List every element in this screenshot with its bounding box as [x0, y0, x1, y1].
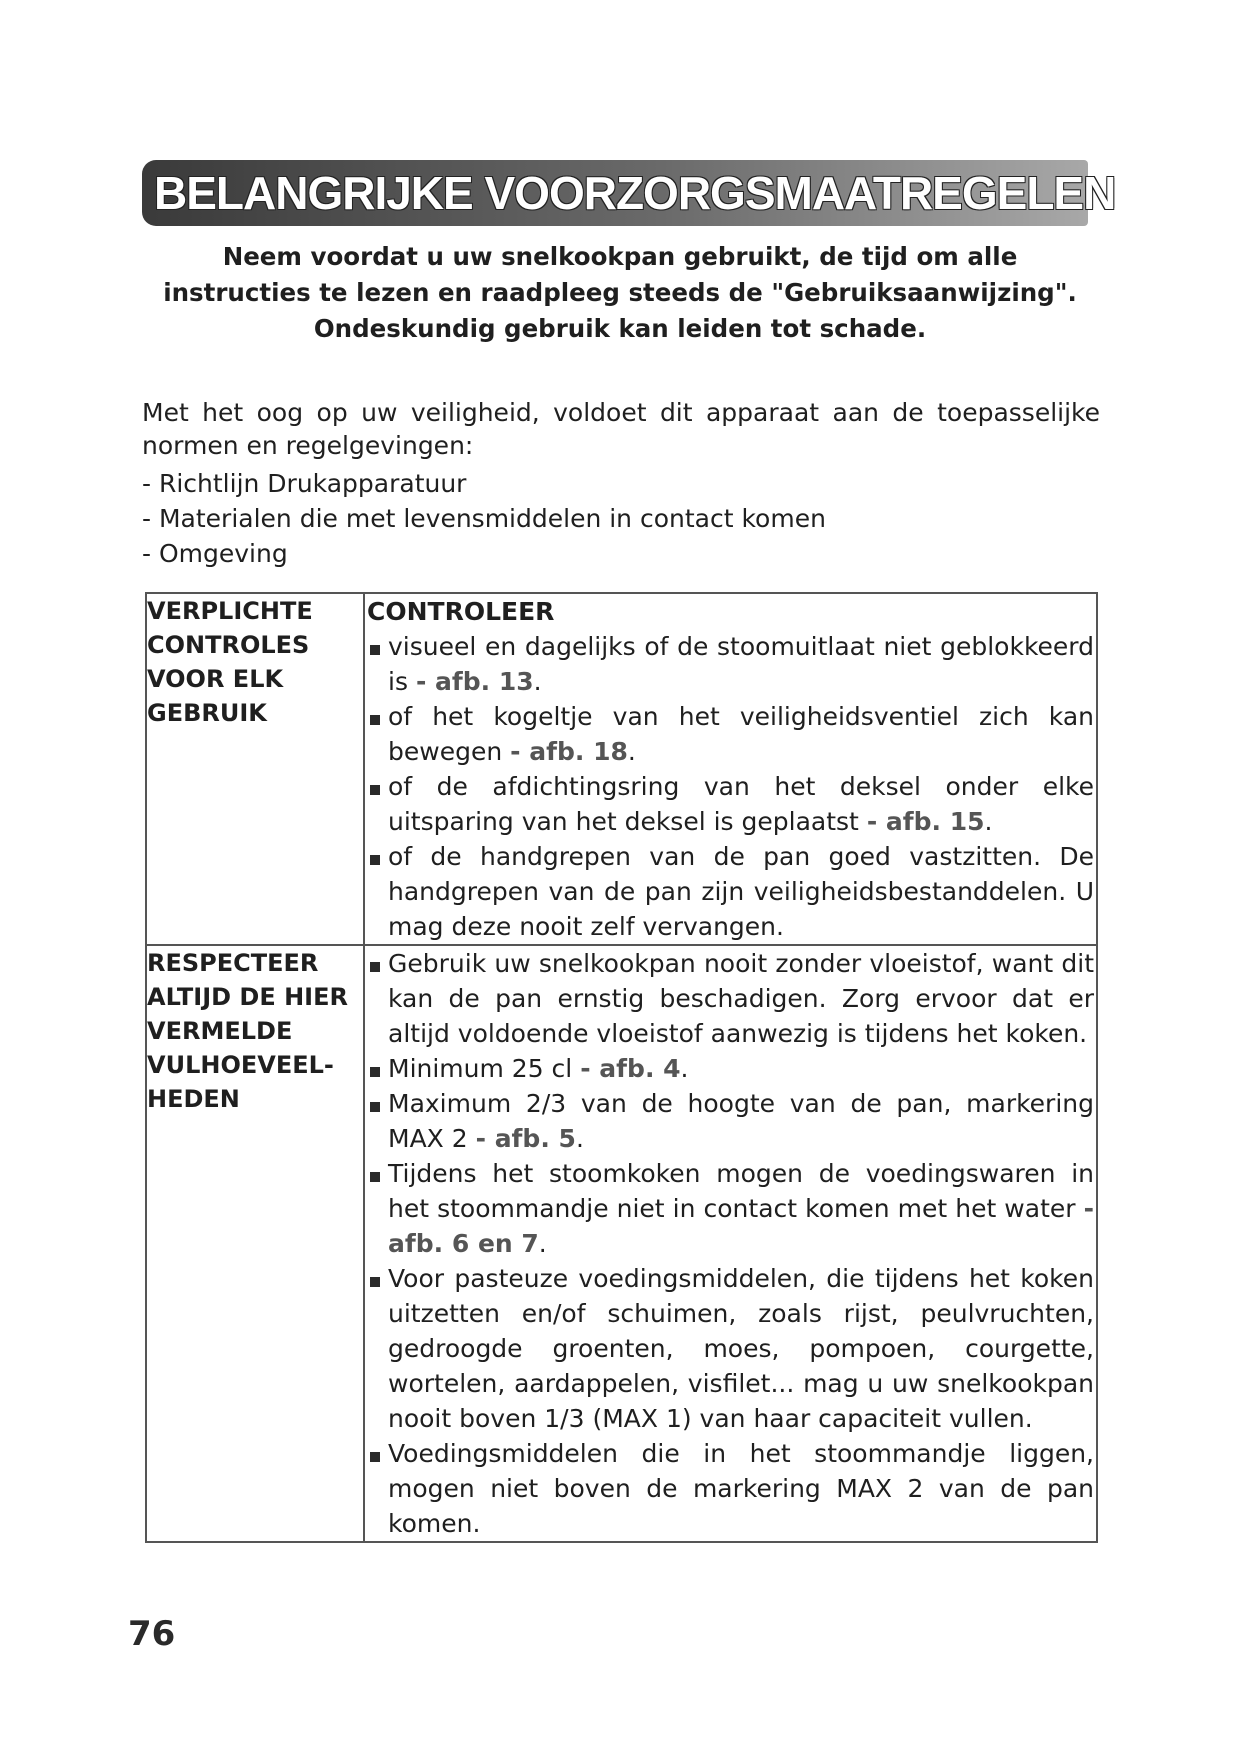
figure-ref: - afb. 13 — [415, 667, 534, 696]
item-tail: . — [538, 1229, 547, 1258]
item-text: of de afdichtingsring van het deksel onder elke uitsparing van het deksel is geplaatst — [388, 772, 1094, 836]
item-text: Voor pasteuze voedingsmiddelen, die tijdens het koken uitzetten en/of schuimen, zoals rijst, peulvruchten, gedroogde groenten, moes, pompoen, courgette, wortelen, aardappelen, visfilet... mag u uw snelkookpan nooit boven 1/3 (MAX 1) van haar capaciteit vullen. — [388, 1264, 1094, 1433]
row-label-line: RESPECTEER — [147, 949, 319, 977]
item-text: Maximum 2/3 van de hoogte van de pan, markering MAX 2 — [388, 1089, 1094, 1153]
row-label-line: VOOR ELK — [147, 665, 284, 693]
item-tail: . — [575, 1124, 584, 1153]
item-text: visueel en dagelijks of de stoomuitlaat niet geblokkeerd is — [388, 632, 1094, 696]
check-heading: CONTROLEER — [367, 597, 555, 626]
bullet-icon — [370, 645, 380, 655]
list-item — [365, 699, 1096, 769]
item-text: Voedingsmiddelen die in het stoommandje liggen, mogen niet boven de markering MAX 2 van de pan komen. — [388, 1439, 1094, 1538]
bullet-icon — [370, 1452, 380, 1462]
bullet-icon — [370, 1172, 380, 1182]
figure-ref: - afb. 6 en 7 — [388, 1194, 1094, 1258]
bullet-icon — [370, 1067, 380, 1077]
compliance-paragraph — [142, 396, 1100, 462]
bullet-icon — [370, 715, 380, 725]
intro-warning — [150, 239, 1090, 347]
list-item — [365, 839, 1096, 944]
item-text: Minimum 25 cl — [388, 1054, 573, 1083]
list-item — [365, 1156, 1096, 1261]
bullet-icon — [370, 1277, 380, 1287]
list-item — [365, 1086, 1096, 1156]
list-item — [365, 629, 1096, 699]
figure-ref: - afb. 4 — [580, 1054, 681, 1083]
item-text: Tijdens het stoomkoken mogen de voedingswaren in het stoommandje niet in contact komen met het water — [388, 1159, 1094, 1223]
row-label — [146, 593, 364, 945]
list-item — [365, 946, 1096, 1051]
bullet-icon — [370, 855, 380, 865]
item-tail: . — [627, 737, 636, 766]
row-content — [364, 945, 1097, 1542]
list-item — [365, 1436, 1096, 1541]
item-text: of het kogeltje van het veiligheidsventiel zich kan bewegen — [388, 702, 1094, 766]
row-label-line: CONTROLES — [147, 631, 310, 659]
item-text: Gebruik uw snelkookpan nooit zonder vloeistof, want dit kan de pan ernstig beschadigen. Zorg ervoor dat er altijd voldoende vloeistof aanwezig is tijdens het koken. — [388, 949, 1094, 1048]
item-text: of de handgrepen van de pan goed vastzitten. De handgrepen van de pan zijn veiligheidsbestanddelen. U mag deze nooit zelf vervangen. — [388, 842, 1094, 941]
section-banner — [142, 160, 1116, 226]
norm-item: - Materialen die met levensmiddelen in contact komen — [142, 504, 826, 533]
row-label-line: VULHOEVEEL- — [147, 1051, 334, 1079]
figure-ref: - afb. 18 — [510, 737, 628, 766]
bullet-icon — [370, 1102, 380, 1112]
figure-ref: - afb. 5 — [475, 1124, 576, 1153]
row-label-line: ALTIJD DE HIER — [147, 983, 348, 1011]
table-row — [146, 945, 1097, 1542]
row-content — [364, 593, 1097, 945]
row-label-line: GEBRUIK — [147, 699, 267, 727]
list-item — [365, 1051, 1096, 1086]
row-label — [146, 945, 364, 1542]
row-label-line: HEDEN — [147, 1085, 240, 1113]
list-item — [365, 769, 1096, 839]
bullet-icon — [370, 962, 380, 972]
figure-ref: - afb. 15 — [866, 807, 985, 836]
section-title: BELANGRIJKE VOORZORGSMAATREGELEN — [154, 167, 1116, 219]
item-tail: . — [984, 807, 993, 836]
norms-list — [142, 466, 826, 571]
intro-line: Ondeskundig gebruik kan leiden tot schade. — [313, 314, 927, 343]
bullet-icon — [370, 785, 380, 795]
intro-line: instructies te lezen en raadpleeg steeds de "Gebruiksaanwijzing". — [163, 278, 1077, 307]
safety-table — [145, 592, 1098, 1543]
norm-item: - Omgeving — [142, 539, 288, 568]
compliance-text: Met het oog op uw veiligheid, voldoet dit apparaat aan de toepasselijke normen en regelgevingen: — [142, 398, 1100, 460]
row-label-line: VERPLICHTE — [147, 597, 313, 625]
item-tail: . — [680, 1054, 689, 1083]
list-item — [365, 1261, 1096, 1436]
page-number: 76 — [128, 1614, 176, 1654]
row-label-line: VERMELDE — [147, 1017, 293, 1045]
norm-item: - Richtlijn Drukapparatuur — [142, 469, 467, 498]
table-row — [146, 593, 1097, 945]
item-tail: . — [533, 667, 542, 696]
intro-line: Neem voordat u uw snelkookpan gebruikt, de tijd om alle — [222, 242, 1018, 271]
